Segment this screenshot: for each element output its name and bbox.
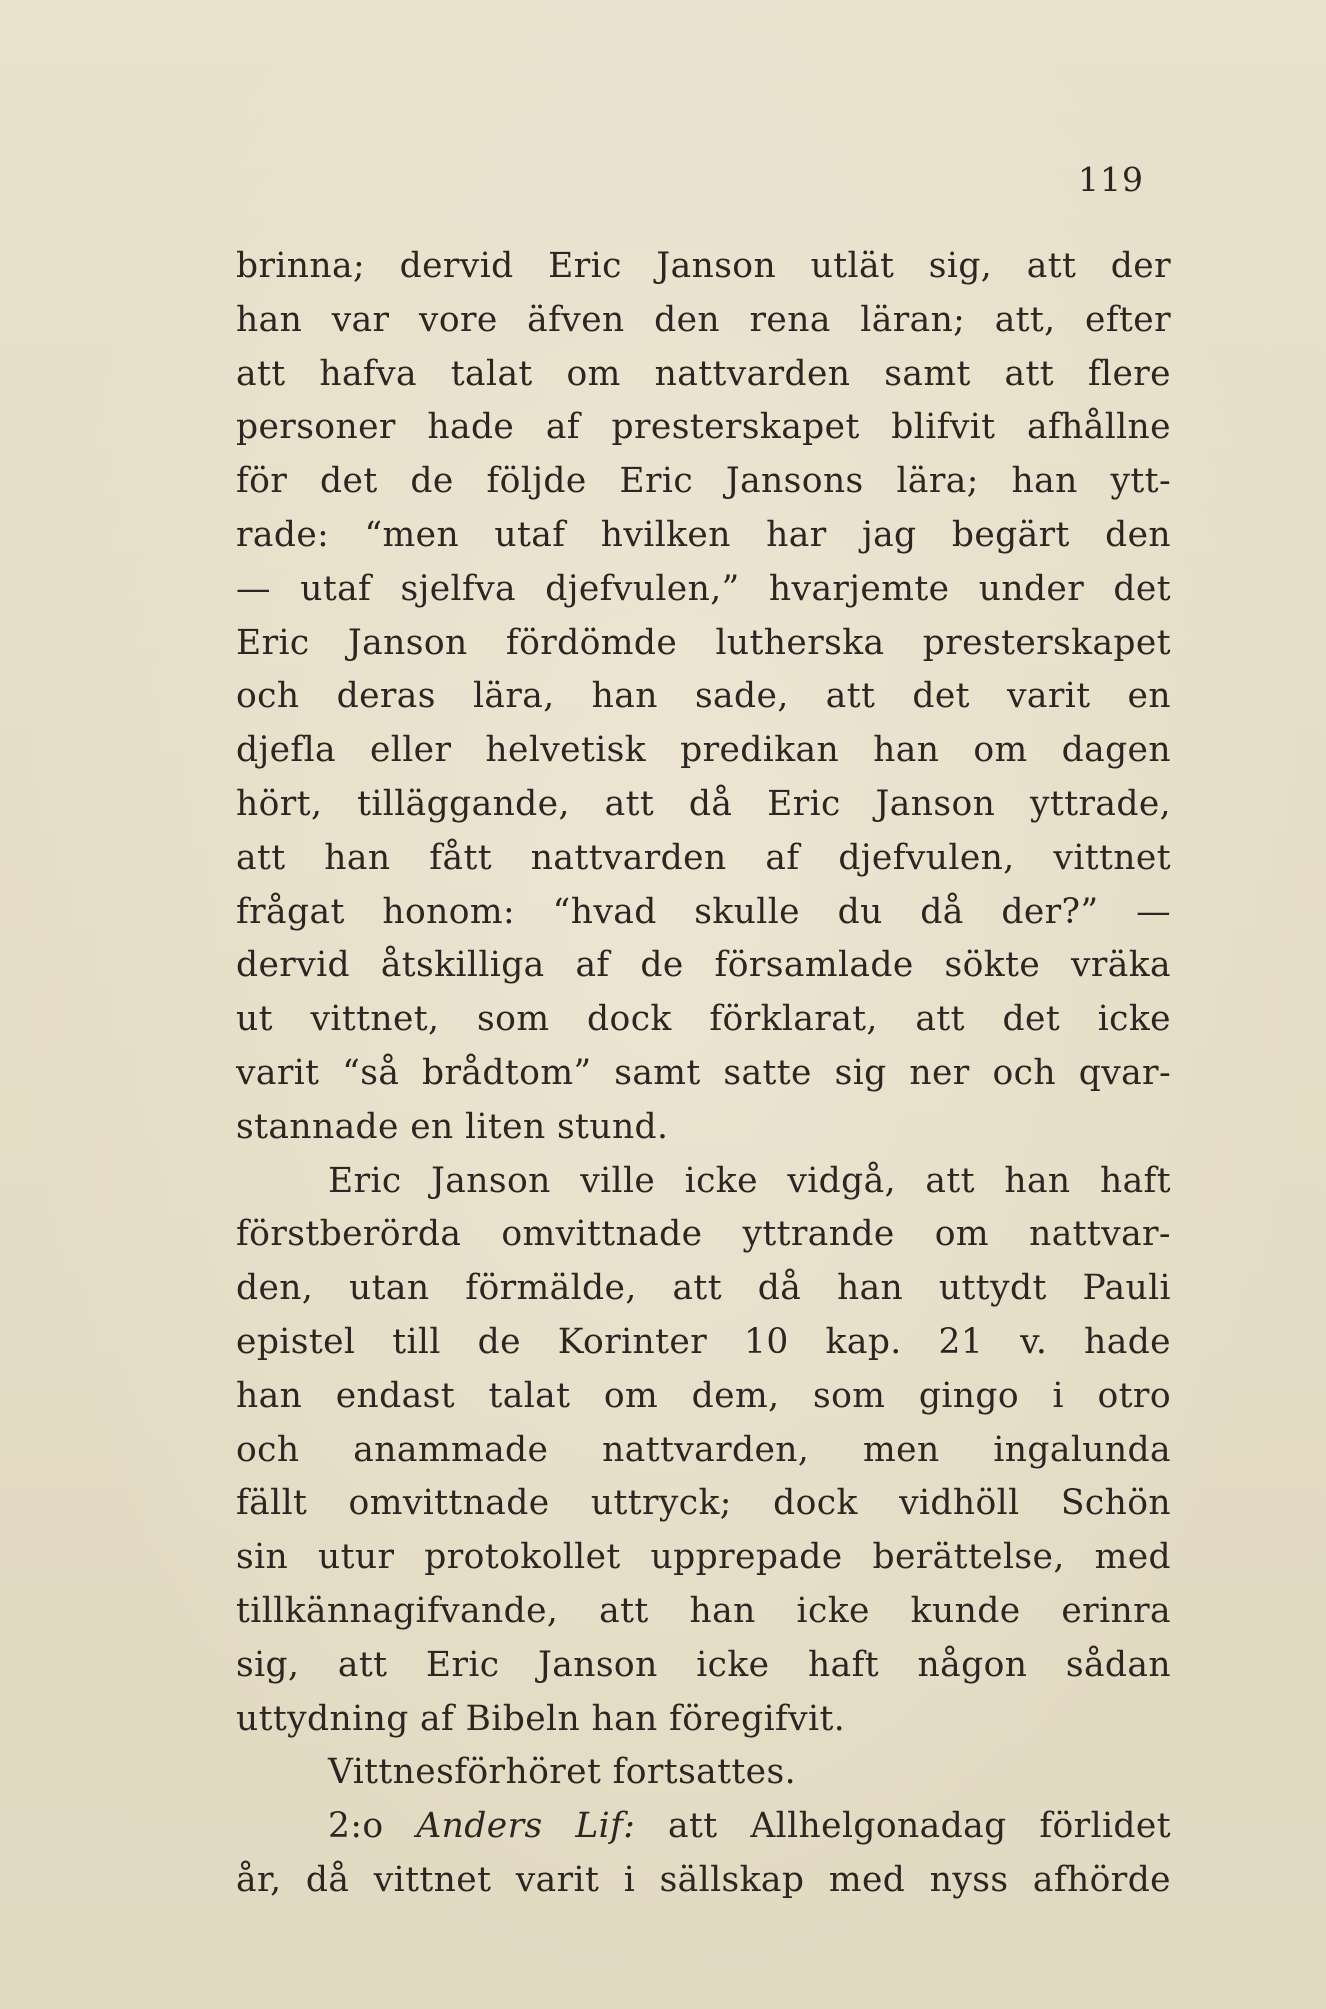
text-line: stannade en liten stund. bbox=[236, 1106, 669, 1147]
text-line: och deras lära, han sade, att det varit en bbox=[236, 676, 1171, 717]
page-number: 119 bbox=[1078, 160, 1144, 199]
text-line: Eric Janson fördömde lutherska presterskapet bbox=[236, 622, 1171, 663]
text-line: han var vore äfven den rena läran; att, efter bbox=[236, 299, 1171, 340]
witness-prefix: 2:o bbox=[328, 1806, 417, 1847]
text-line: den, utan förmälde, att då han uttydt Pauli bbox=[236, 1268, 1171, 1309]
text-line: och anammade nattvarden, men ingalunda bbox=[236, 1429, 1171, 1470]
text-line: epistel till de Korinter 10 kap. 21 v. hade bbox=[236, 1321, 1171, 1362]
witness-line bbox=[236, 1800, 1171, 1854]
text-line: sig, att Eric Janson icke haft någon sådan bbox=[236, 1644, 1171, 1685]
text-line: — utaf sjelfva djefvulen,” hvarjemte under det bbox=[236, 568, 1171, 609]
text-line: hört, tilläggande, att då Eric Janson yttrade, bbox=[236, 783, 1171, 824]
text-line: fällt omvittnade uttryck; dock vidhöll Schön bbox=[236, 1483, 1171, 1524]
text-line: frågat honom: “hvad skulle du då der?” — bbox=[236, 891, 1171, 932]
witness-name: Anders Lif: bbox=[416, 1806, 636, 1847]
text-line: personer hade af presterskapet blifvit afhållne bbox=[236, 407, 1171, 448]
text-line: dervid åtskilliga af de församlade sökte vräka bbox=[236, 945, 1171, 986]
text-line: ut vittnet, som dock förklarat, att det icke bbox=[236, 999, 1171, 1040]
text-line: för det de följde Eric Jansons lära; han ytt- bbox=[236, 461, 1171, 502]
text-line: år, då vittnet varit i sällskap med nyss afhörde bbox=[236, 1859, 1171, 1900]
text-line: rade: “men utaf hvilken har jag begärt den bbox=[236, 514, 1171, 555]
witness-rest: att Allhelgonadag förlidet bbox=[635, 1806, 1171, 1847]
text-line: djefla eller helvetisk predikan han om dagen bbox=[236, 730, 1171, 771]
text-line: att han fått nattvarden af djefvulen, vittnet bbox=[236, 837, 1171, 878]
text-line: varit “så brådtom” samt satte sig ner och qvar- bbox=[236, 1052, 1171, 1093]
text-line: sin utur protokollet upprepade berättelse, med bbox=[236, 1537, 1171, 1578]
text-line: brinna; dervid Eric Janson utlät sig, att der bbox=[236, 246, 1171, 286]
text-line: tillkännagifvande, att han icke kunde erinra bbox=[236, 1590, 1171, 1631]
text-line: Vittnesförhöret fortsattes. bbox=[328, 1752, 796, 1793]
body-text bbox=[236, 240, 1171, 1908]
text-line: förstberörda omvittnade yttrande om nattvar- bbox=[236, 1214, 1171, 1255]
text-line: han endast talat om dem, som gingo i otro bbox=[236, 1375, 1171, 1416]
text-line: uttydning af Bibeln han föregifvit. bbox=[236, 1698, 846, 1739]
text-line: att hafva talat om nattvarden samt att flere bbox=[236, 353, 1171, 394]
text-line: Eric Janson ville icke vidgå, att han haft bbox=[328, 1160, 1171, 1201]
